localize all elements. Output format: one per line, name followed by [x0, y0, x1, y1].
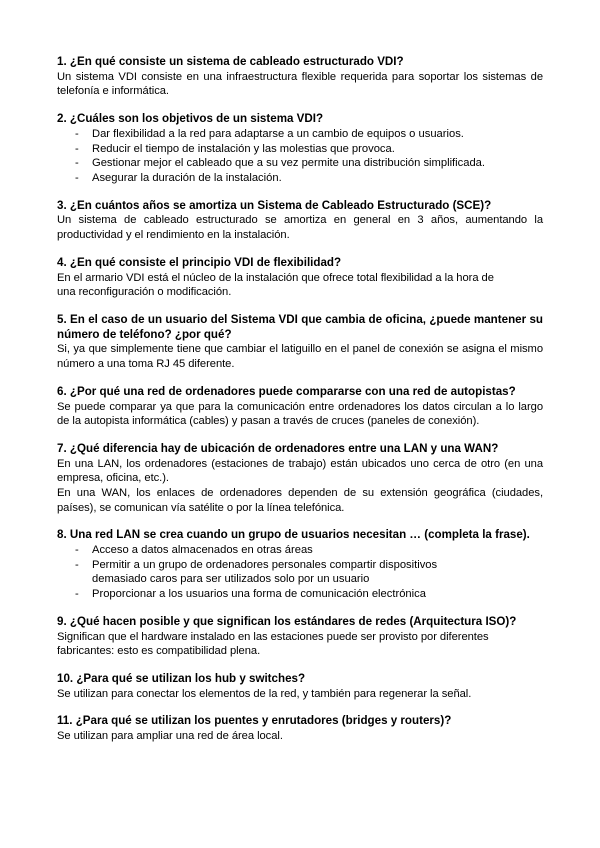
qa-block-7: [57, 442, 543, 515]
answer-paragraph: Si, ya que simplemente tiene que cambiar el latiguillo en el panel de conexión se asigna el mismo número a una toma RJ 45 diferente.: [57, 343, 543, 371]
dash-bullet: -: [75, 142, 79, 155]
dash-bullet: -: [75, 171, 79, 184]
answer-paragraph: Un sistema de cableado estructurado se amortiza en general en 3 años, aumentando la productividad y el rendimiento en la instalación.: [57, 214, 543, 241]
dash-bullet: -: [75, 558, 79, 571]
qa-block-5: [57, 313, 543, 372]
list-item: - Asegurar la duración de la instalación.: [75, 171, 282, 184]
list-item: - Reducir el tiempo de instalación y las molestias que provoca.: [75, 142, 395, 155]
question-heading: 6. ¿Por qué una red de ordenadores puede compararse con una red de autopistas?: [57, 384, 516, 398]
answer-paragraph: Un sistema VDI consiste en una infraestructura flexible requerida para soportar los sistemas de telefonía e informática.: [57, 70, 543, 98]
answer-paragraph: Se utilizan para ampliar una red de área local.: [57, 730, 283, 743]
answer-paragraph: En una LAN, los ordenadores (estaciones de trabajo) están ubicados uno cerca de otro (en una empresa, oficina, etc.).: [57, 457, 543, 485]
question-heading: 1. ¿En qué consiste un sistema de cableado estructurado VDI?: [57, 55, 404, 68]
dash-bullet: -: [75, 157, 79, 170]
list-item: - Permitir a un grupo de ordenadores personales compartir dispositivos demasiado caros para ser utilizados solo por un usuario: [75, 558, 438, 586]
answer-paragraph: En una WAN, los enlaces de ordenadores dependen de su extensión geográfica (ciudades, países), se comunican vía satélite o por la línea telefónica.: [57, 487, 543, 514]
answer-paragraph: En el armario VDI está el núcleo de la instalación que ofrece total flexibilidad a la hora de una reconfiguración o modificación.: [57, 271, 494, 299]
qa-block-2: [57, 112, 543, 185]
answer-list: [57, 543, 487, 601]
question-heading: 5. En el caso de un usuario del Sistema VDI que cambia de oficina, ¿puede mantener su número de teléfono? ¿por qué?: [57, 312, 543, 341]
dash-bullet: -: [75, 544, 79, 557]
question-heading: 2. ¿Cuáles son los objetivos de un sistema VDI?: [57, 112, 324, 126]
list-item: - Gestionar mejor el cableado que a su vez permite una distribución simplificada.: [75, 157, 486, 170]
qa-block-9: [57, 615, 543, 659]
list-item: - Dar flexibilidad a la red para adaptarse a un cambio de equipos o usuarios.: [75, 127, 464, 140]
question-heading: 3. ¿En cuántos años se amortiza un Sistema de Cableado Estructurado (SCE)?: [57, 198, 492, 212]
question-heading: 10. ¿Para qué se utilizan los hub y switches?: [57, 671, 306, 685]
question-heading: 11. ¿Para qué se utilizan los puentes y enrutadores (bridges y routers)?: [57, 714, 452, 728]
question-heading: 8. Una red LAN se crea cuando un grupo de usuarios necesitan … (completa la frase).: [57, 528, 530, 542]
list-item: - Proporcionar a los usuarios una forma de comunicación electrónica: [75, 587, 426, 600]
qa-block-6: [57, 385, 543, 429]
qa-block-1: [57, 55, 543, 99]
qa-block-3: [57, 199, 543, 243]
document-page: [57, 55, 543, 757]
question-heading: 9. ¿Qué hacen posible y que significan los estándares de redes (Arquitectura ISO)?: [57, 614, 517, 628]
qa-block-10: [57, 672, 543, 701]
dash-bullet: -: [75, 127, 79, 140]
qa-block-8: [57, 528, 543, 601]
question-heading: 4. ¿En qué consiste el principio VDI de flexibilidad?: [57, 255, 342, 269]
answer-list: [57, 127, 543, 185]
qa-block-4: [57, 256, 543, 300]
qa-block-11: [57, 714, 543, 743]
answer-paragraph: Se puede comparar ya que para la comunicación entre ordenadores los datos circulan a lo largo de la autopista informática (cables) y pasan a través de cruces (paneles de conexión).: [57, 400, 543, 428]
list-item: - Acceso a datos almacenados en otras áreas: [75, 544, 313, 557]
answer-paragraph: Se utilizan para conectar los elementos de la red, y también para regenerar la señal.: [57, 687, 472, 700]
dash-bullet: -: [75, 587, 79, 600]
answer-paragraph: Significan que el hardware instalado en las estaciones puede ser provisto por diferentes fabricantes: esto es compatibilidad plena.: [57, 630, 489, 658]
question-heading: 7. ¿Qué diferencia hay de ubicación de ordenadores entre una LAN y una WAN?: [57, 442, 499, 456]
